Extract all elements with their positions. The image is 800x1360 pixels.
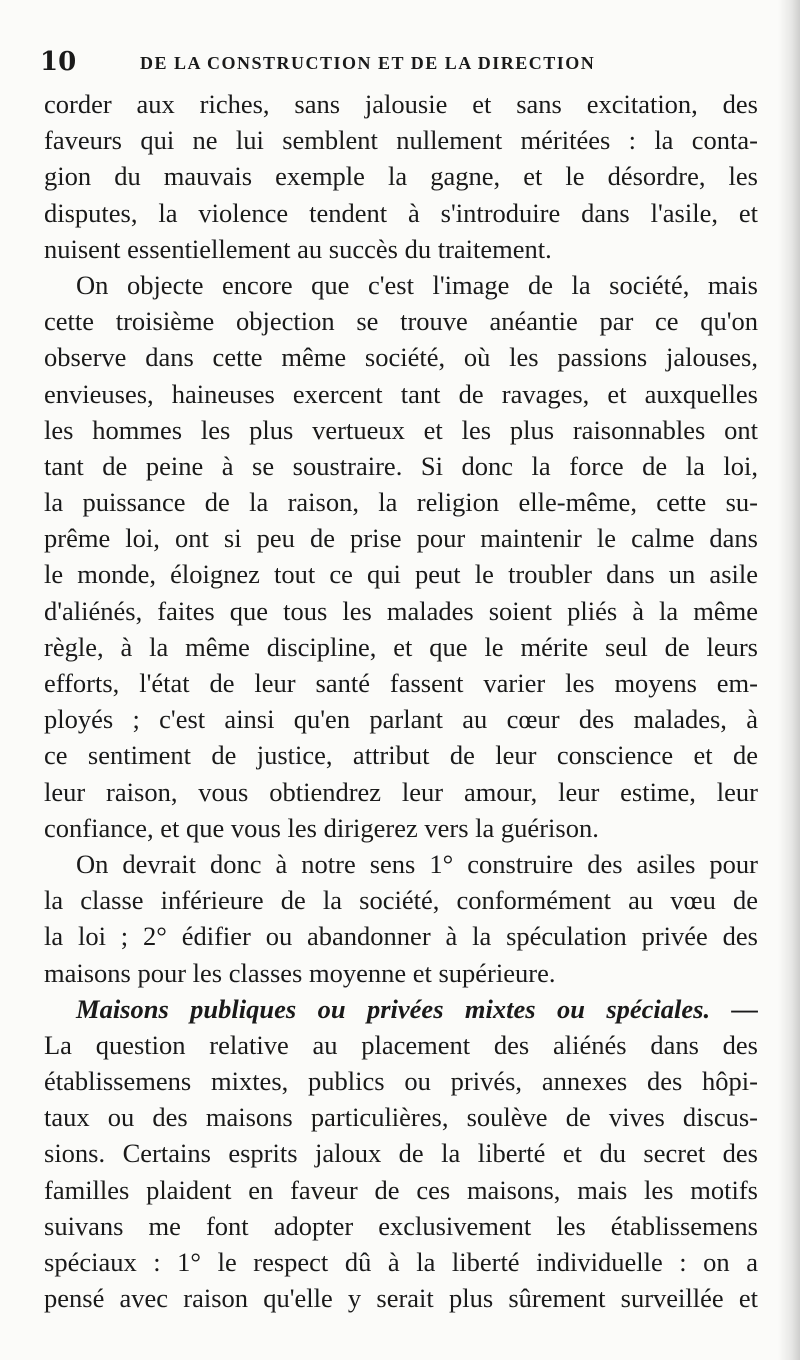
text-line: observe dans cette même société, où les passions jalouses,: [44, 342, 758, 373]
text-line: On objecte encore que c'est l'image de la société, mais: [76, 269, 758, 300]
page-number: 10: [40, 47, 77, 77]
page-gutter-shadow: [778, 0, 800, 1360]
text-line: sions. Certains esprits jaloux de la liberté et du secret des: [44, 1138, 758, 1169]
text-line: règle, à la même discipline, et que le mérite seul de leurs: [44, 631, 758, 662]
text-line: gion du mauvais exemple la gagne, et le désordre, les: [44, 161, 758, 192]
text-line: la puissance de la raison, la religion elle-même, cette su-: [44, 487, 758, 518]
text-line: envieuses, haineuses exercent tant de ravages, et auxquelles: [44, 378, 758, 409]
text-line: les hommes les plus vertueux et les plus raisonnables ont: [44, 414, 758, 445]
text-line: la loi ; 2° édifier ou abandonner à la spéculation privée des: [44, 921, 758, 952]
text-line: maisons pour les classes moyenne et supérieure.: [44, 957, 556, 988]
text-line: la classe inférieure de la société, conformément au vœu de: [44, 885, 758, 916]
text-line: le monde, éloignez tout ce qui peut le troubler dans un asile: [44, 559, 758, 590]
text-line: confiance, et que vous les dirigerez vers la guérison.: [44, 812, 599, 843]
page-header: [40, 44, 760, 80]
text-line: pensé avec raison qu'elle y serait plus sûrement surveillée et: [44, 1283, 758, 1314]
text-line: corder aux riches, sans jalousie et sans excitation, des: [44, 89, 758, 119]
text-line: suivans me font adopter exclusivement les établissemens: [44, 1210, 758, 1241]
running-head: DE LA CONSTRUCTION ET DE LA DIRECTION: [140, 53, 596, 73]
text-line: ce sentiment de justice, attribut de leur conscience et de: [44, 740, 758, 771]
text-line: efforts, l'état de leur santé fassent varier les moyens em-: [44, 668, 758, 698]
text-line: faveurs qui ne lui semblent nullement méritées : la conta-: [44, 125, 758, 156]
text-line: disputes, la violence tendent à s'introduire dans l'asile, et: [44, 197, 758, 228]
text-line: ployés ; c'est ainsi qu'en parlant au cœur des malades, à: [44, 704, 758, 735]
text-line: cette troisième objection se trouve anéantie par ce qu'on: [44, 306, 758, 337]
text-line: nuisent essentiellement au succès du traitement.: [44, 233, 552, 264]
text-line: tant de peine à se soustraire. Si donc la force de la loi,: [44, 450, 758, 481]
text-line: spéciaux : 1° le respect dû à la liberté individuelle : on a: [44, 1247, 758, 1277]
text-line: établissemens mixtes, publics ou privés, annexes des hôpi-: [44, 1066, 758, 1097]
text-line: taux ou des maisons particulières, soulève de vives discus-: [44, 1102, 758, 1133]
text-line: prême loi, ont si peu de prise pour maintenir le calme dans: [44, 523, 758, 554]
text-line: La question relative au placement des aliénés dans des: [44, 1029, 758, 1060]
body-text: [44, 86, 758, 1316]
text-line: On devrait donc à notre sens 1° construire des asiles pour: [76, 848, 758, 879]
text-line: familles plaident en faveur de ces maisons, mais les motifs: [44, 1174, 758, 1205]
section-heading: Maisons publiques ou privées mixtes ou spéciales. —: [76, 993, 758, 1024]
text-line: leur raison, vous obtiendrez leur amour, leur estime, leur: [44, 776, 758, 807]
text-line: d'aliénés, faites que tous les malades soient pliés à la même: [44, 595, 758, 626]
